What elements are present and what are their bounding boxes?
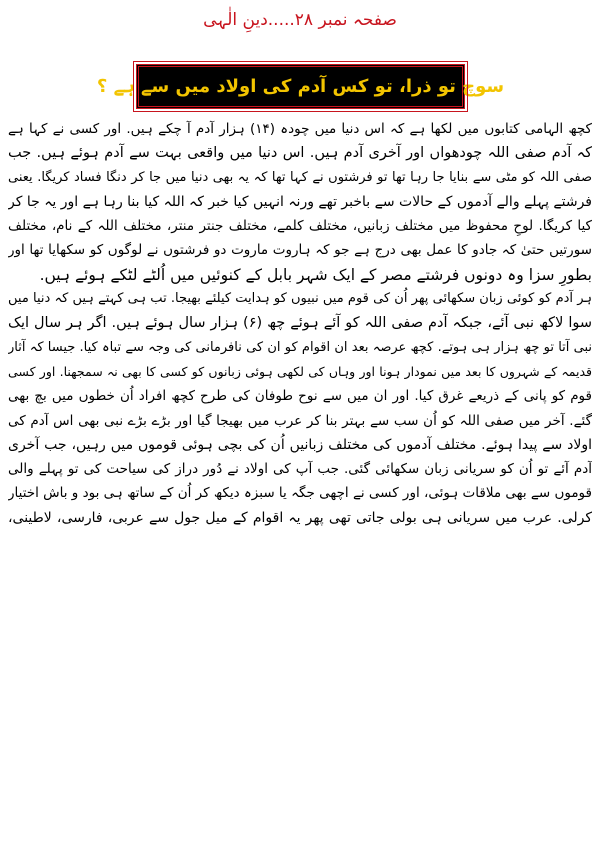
article-body <box>8 117 592 530</box>
body-line: کچھ الہامی کتابوں میں لکھا ہے کہ اس دنیا میں چودہ (۱۴) ہزار آدم آ چکے ہیں. اور کسی نے کہا ہے <box>8 121 592 137</box>
body-line: کیا کریگا. لوحِ محفوظ میں مختلف زبانیں، مختلف کلمے، مختلف جنتر منتر، مختلف اللہ کے نام، مختلف <box>8 218 592 235</box>
body-line: قدیمہ کے شہروں کا بعد میں نمودار ہونا اور وہاں کی لکھی ہوئی زبانوں کو کسی کا بھی نہ سمجھنا. اور کسی <box>8 363 592 379</box>
body-line: آدم آئے تو اُن کو سریانی زبان سکھائی گئی. جب آپ کی اولاد نے دُور دراز کی سیاحت کی تو پہلے والی <box>8 461 592 478</box>
article-title: سوچ تو ذرا، تو کس آدم کی اولاد میں سے ہے ؟ <box>96 76 505 97</box>
body-line: قوموں سے بھی ملاقات ہوئی، اور کسی نے اچھی جگہ یا سبزہ دیکھ کر اُن کے ساتھ ہی بود و باش اختیار <box>8 485 592 502</box>
body-line: سورتیں حتیٰ کہ جادو کا عمل بھی درج ہے جو کہ ہاروت ماروت دو فرشتوں نے لوگوں کو سکھایا تھا اور <box>8 242 592 259</box>
body-line: ہر آدم کو کوئی زبان سکھائی پھر اُن کی قوم میں نبیوں کو ہدایت کیلئے بھیجا. تب ہی کہتے ہیں کہ دنیا میں <box>8 291 592 307</box>
page-header: صفحہ نمبر ۲۸.....دینِ الٰہی <box>203 10 397 30</box>
body-line: سوا لاکھ نبی آئے، جبکہ آدم صفی اللہ کو آئے ہوئے چھ (۶) ہزار سال ہوئے ہیں. اگر ہر سال ایک <box>8 315 592 332</box>
body-line: قوم کو پانی کے ذریعے غرق کیا. اور ان میں سے نوح طوفان کی طرح کچھ افراد اُن خطوں میں بچ بھی <box>8 388 592 405</box>
body-line: کہ آدم صفی اللہ چودھواں اور آخری آدم ہیں. اس دنیا میں واقعی بہت سے آدم ہوئے ہیں. جب <box>8 145 592 162</box>
body-line: اولاد سے پیدا ہوئے. مختلف آدموں کی مختلف زبانیں اُن کی بچی ہوئی قوموں میں رہیں، جب آخری <box>8 436 592 453</box>
title-banner <box>96 64 505 109</box>
body-line: نبی آتا تو چھ ہزار ہی ہوتے. کچھ عرصہ بعد ان اقوام کو ان کی نافرمانی کی وجہ سے تباہ کیا. جیسا کہ آثار <box>8 339 592 355</box>
body-line: صفی اللہ کو مٹی سے بنایا جا رہا تھا تو فرشتوں نے کہا تھا کہ یہ بھی دنیا میں جا کر دنگا فساد کریگا. یعنی <box>8 169 592 185</box>
body-line: فرشتے پہلے والے آدموں کے حالات سے باخبر تھے ورنہ انہیں کیا خبر کہ اللہ کیا بنا رہا ہے اور یہ جا کر <box>8 193 592 210</box>
body-line: کرلی. عرب میں سریانی ہی بولی جاتی تھی پھر یہ اقوام کے میل جول سے عربی، فارسی، لاطینی، <box>8 509 592 526</box>
body-line: گئے. آخر میں صفی اللہ کو اُن سب سے بہتر بنا کر عرب میں بھیجا گیا اور بڑے بڑے نبی بھی اس آدم کی <box>8 412 592 429</box>
body-line: بطورِ سزا وہ دونوں فرشتے مصر کے ایک شہر بابل کے کنوئیں میں اُلٹے لٹکے ہوئے ہیں. <box>39 265 592 284</box>
